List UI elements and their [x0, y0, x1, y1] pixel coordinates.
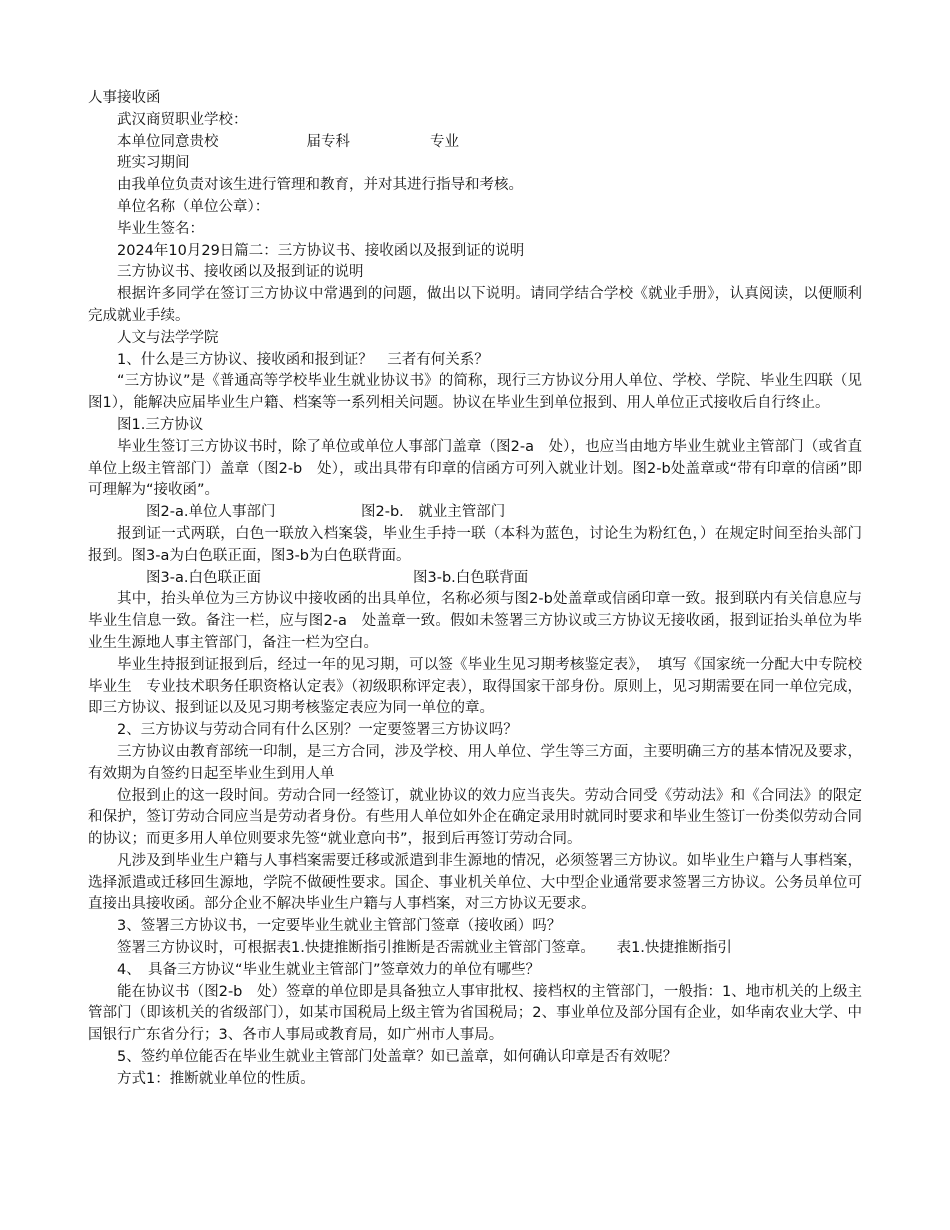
paragraph-3: 报到证一式两联，白色一联放入档案袋，毕业生手持一联（本科为蓝色，讨论生为粉红色，）在规定时间至抬头部门报到。图3-a为白色联正面，图3-b为白色联背面。 — [88, 525, 862, 564]
unit-name-line: 单位名称（单位公章）： — [117, 198, 270, 215]
college-name: 人文与法学学院 — [117, 329, 219, 346]
management-line: 由我单位负责对该生进行管理和教育，并对其进行指导和考核。 — [117, 177, 523, 194]
figure-1-caption: 图1.三方协议 — [117, 416, 204, 433]
paragraph-7: 位报到止的这一段时间。劳动合同一经签订，就业协议的效力应当丧失。劳动合同受《劳动法》和《合同法》的限定和保护，签订劳动合同应当是劳动者身份。有些用人单位如外企在确定录用时就同时要求和毕业生签订一份类似劳动合同的协议；而更多用人单位则要求先签“就业意向书”，报到后再签订劳动合同。 — [88, 787, 862, 848]
figure-2b-caption: 图2-b. 就业主管部门 — [361, 504, 506, 521]
question-4: 4、 具备三方协议“毕业生就业主管部门”签章效力的单位有哪些？ — [117, 961, 540, 978]
consent-mid: 届专科 — [306, 133, 350, 150]
question-1: 1、什么是三方协议、接收函和报到证？ 三者有何关系？ — [117, 351, 489, 368]
figure-3a-caption: 图3-a.白色联正面 — [146, 569, 261, 586]
paragraph-4: 其中，抬头单位为三方协议中接收函的出具单位，名称必须与图2-b处盖章或信函印章一致。报到联内有关信息应与毕业生信息一致。备注一栏，应与图2-a 处盖章一致。假如未签署三方协议或三方协议无接收函，报到证抬头单位为毕业生生源地人事主管部门，备注一栏为空白。 — [88, 591, 862, 651]
consent-line — [88, 132, 862, 154]
paragraph-5: 毕业生持报到证报到后，经过一年的见习期，可以签《毕业生见习期考核鉴定表》， 填写《国家统一分配大中专院校毕业生 专业技术职务任职资格认定表》（初级职称评定表），取得国家干部身份。原则上，见习期需要在同一单位完成，即三方协议、报到证以及见习期考核鉴定表应为同一单位的章。 — [88, 656, 862, 717]
date-line: 2024年10月29日篇二：三方协议书、接收函以及报到证的说明 — [117, 242, 525, 259]
figure-2-captions — [88, 502, 862, 524]
section-title: 三方协议书、接收函以及报到证的说明 — [117, 264, 364, 281]
figure-3b-caption: 图3-b.白色联背面 — [413, 569, 529, 586]
figure-3-captions — [88, 568, 862, 590]
method-1: 方式1：推断就业单位的性质。 — [117, 1070, 315, 1087]
internship-line: 班实习期间 — [117, 155, 190, 172]
school-addressee: 武汉商贸职业学校： — [117, 111, 248, 128]
consent-suffix: 专业 — [430, 133, 459, 150]
intro-paragraph: 根据许多同学在签订三方协议中常遇到的问题，做出以下说明。请同学结合学校《就业手册》，认真阅读，以便顺利完成就业手续。 — [88, 286, 862, 324]
paragraph-9: 签署三方协议时，可根据表1.快捷推断指引推断是否需就业主管部门签章。 表1.快捷推断指引 — [117, 940, 732, 957]
paragraph-8: 凡涉及到毕业生户籍与人事档案需要迁移或派遣到非生源地的情况，必须签署三方协议。如毕业生户籍与人事档案，选择派遣或迁移回生源地，学院不做硬性要求。国企、事业机关单位、大中型企业通常要求签署三方协议。公务员单位可直接出具接收函。部分企业不解决毕业生户籍与人事档案，对三方协议无要求。 — [88, 852, 862, 913]
paragraph-6: 三方协议由教育部统一印制，是三方合同，涉及学校、用人单位、学生等三方面，主要明确三方的基本情况及要求，有效期为自签约日起至毕业生到用人单 — [88, 743, 862, 782]
question-3: 3、签署三方协议书，一定要毕业生就业主管部门签章（接收函）吗？ — [117, 918, 562, 935]
paragraph-2: 毕业生签订三方协议书时，除了单位或单位人事部门盖章（图2-a 处），也应当由地方毕业生就业主管部门（或省直单位上级主管部门）盖章（图2-b 处），或出具带有印章的信函方可列入就业计划。图2-b处盖章或“带有印章的信函”即可理解为“接收函”。 — [88, 438, 862, 499]
figure-2a-caption: 图2-a.单位人事部门 — [146, 504, 276, 521]
letter-title: 人事接收函 — [88, 90, 161, 106]
question-2: 2、三方协议与劳动合同有什么区别？一定要签署三方协议吗？ — [117, 722, 518, 739]
paragraph-10: 能在协议书（图2-b 处）签章的单位即是具备独立人事审批权、接档权的主管部门，一般指：1、地市机关的上级主管部门（即该机关的省级部门），如某市国税局上级主管为省国税局；2、事业单位及部分国有企业，如华南农业大学、中国银行广东省分行；3、各市人事局或教育局，如广州市人事局。 — [88, 983, 862, 1044]
consent-prefix: 本单位同意贵校 — [117, 133, 219, 150]
student-sign-line: 毕业生签名： — [117, 220, 204, 237]
paragraph-1: “三方协议”是《普通高等学校毕业生就业协议书》的简称，现行三方协议分用人单位、学校、学院、毕业生四联（见图1），能解决应届毕业生户籍、档案等一系列相关问题。协议在毕业生到单位报到、用人单位正式接收后自行终止。 — [88, 373, 862, 412]
question-5: 5、签约单位能否在毕业生就业主管部门处盖章？如已盖章，如何确认印章是否有效呢？ — [117, 1049, 678, 1066]
